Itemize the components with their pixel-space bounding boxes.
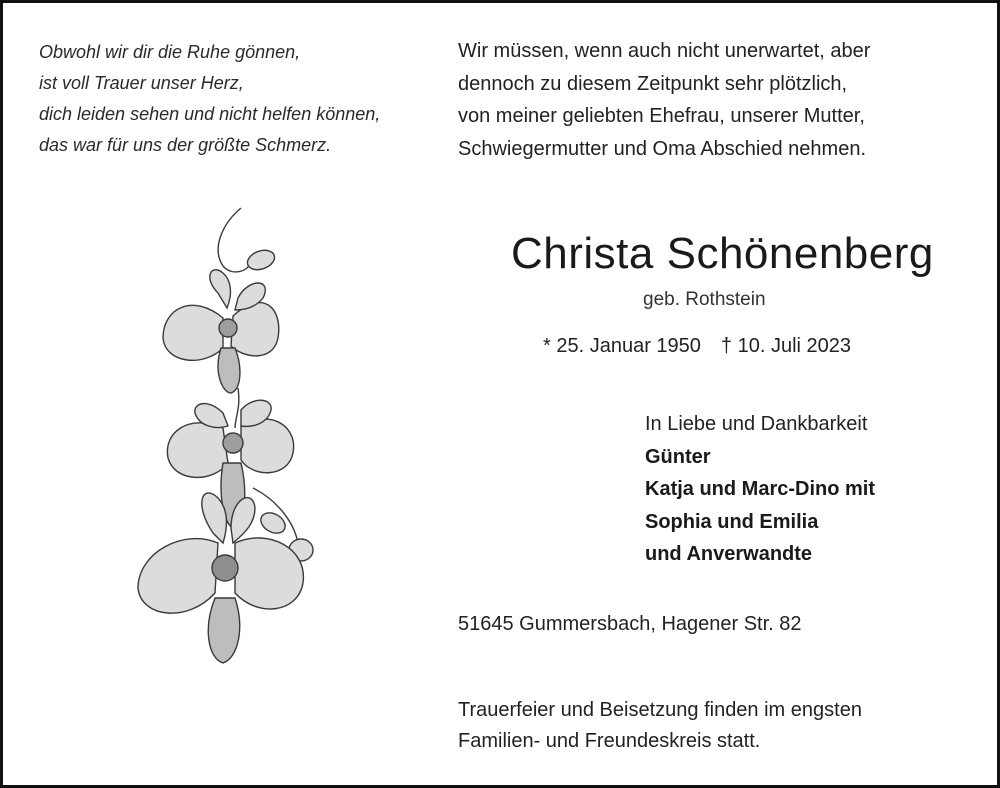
life-dates	[543, 335, 851, 358]
signer-name: Günter	[645, 445, 711, 468]
signer-name: Sophia und Emilia	[645, 510, 819, 533]
address-line: 51645 Gummersbach, Hagener Str. 82	[458, 613, 802, 635]
intro-line: Schwiegermutter und Oma Abschied nehmen.	[458, 137, 866, 160]
intro-line: Wir müssen, wenn auch nicht unerwartet, aber	[458, 40, 871, 62]
birth-date: * 25. Januar 1950	[543, 335, 701, 357]
intro-line: dennoch zu diesem Zeitpunkt sehr plötzlich,	[458, 72, 848, 95]
intro-text	[458, 35, 870, 165]
signers-intro: In Liebe und Dankbarkeit	[645, 413, 868, 435]
poem-line: ist voll Trauer unser Herz,	[39, 73, 244, 93]
address	[458, 613, 802, 636]
closing-line: Familien- und Freundeskreis statt.	[458, 730, 761, 752]
orchid-icon	[123, 198, 333, 668]
poem-line: dich leiden sehen und nicht helfen können,	[39, 104, 381, 124]
signer-name: Katja und Marc-Dino mit	[645, 478, 876, 500]
closing-line: Trauerfeier und Beisetzung finden im engsten	[458, 699, 862, 721]
death-date: † 10. Juli 2023	[720, 335, 852, 357]
deceased-name: Christa Schönenberg	[511, 229, 934, 278]
birth-name: geb. Rothstein	[643, 289, 766, 310]
signers	[645, 408, 875, 571]
poem-line: Obwohl wir dir die Ruhe gönnen,	[39, 42, 301, 62]
poem-line: das war für uns der größte Schmerz.	[39, 135, 332, 155]
signer-name: und Anverwandte	[645, 543, 813, 565]
closing-note	[458, 695, 862, 757]
intro-line: von meiner geliebten Ehefrau, unserer Mutter,	[458, 105, 865, 127]
poem	[39, 37, 380, 161]
